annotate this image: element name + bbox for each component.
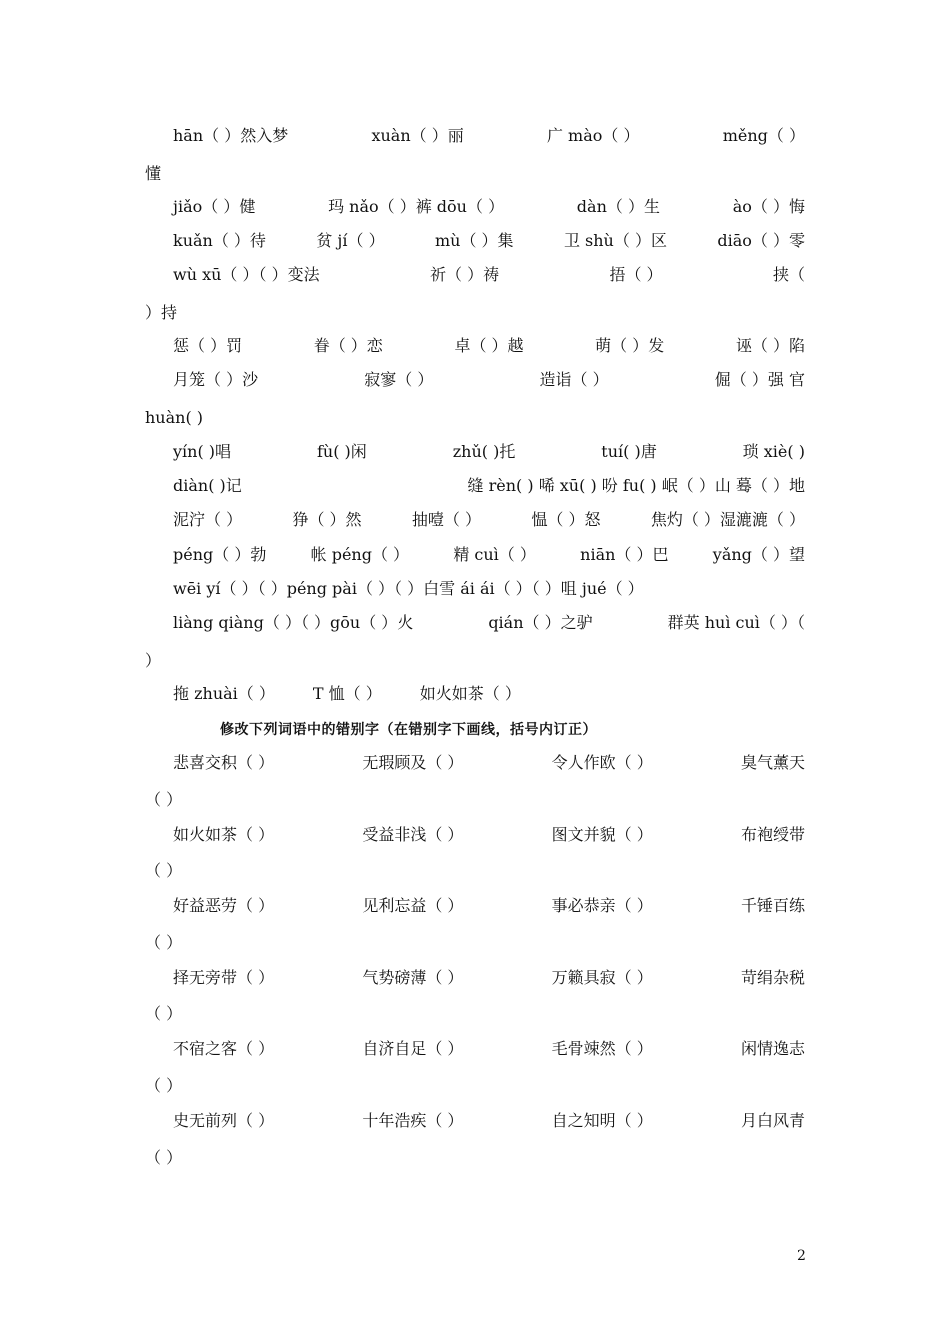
pinyin-line bbox=[173, 264, 805, 286]
error-item: 月白风青 bbox=[740, 1111, 805, 1130]
pinyin-item: 祈（ ）祷 bbox=[429, 265, 500, 284]
pinyin-line bbox=[173, 441, 805, 463]
pinyin-item: qián（ ）之驴 bbox=[488, 613, 593, 632]
error-item: 择无旁带（ ） bbox=[173, 968, 275, 987]
error-item: 史无前列（ ） bbox=[173, 1111, 275, 1130]
pinyin-line bbox=[145, 407, 805, 429]
error-item: （ ） bbox=[145, 1148, 183, 1167]
error-item: 见利忘益（ ） bbox=[362, 896, 464, 915]
error-line bbox=[173, 824, 805, 846]
pinyin-line bbox=[145, 650, 805, 672]
pinyin-item: 泥泞（ ） bbox=[173, 510, 243, 529]
pinyin-line bbox=[173, 369, 805, 391]
error-item: （ ） bbox=[145, 861, 183, 880]
pinyin-item: diàn( )记 bbox=[173, 476, 242, 495]
pinyin-line bbox=[173, 612, 805, 634]
error-item: 布袍绶带 bbox=[740, 825, 805, 844]
pinyin-item: yǎng（ ）望 bbox=[712, 545, 805, 564]
error-item: 悲喜交积（ ） bbox=[173, 753, 275, 772]
pinyin-item: 造诣（ ） bbox=[539, 370, 609, 389]
error-line bbox=[145, 860, 805, 882]
error-item: 臭气薰天 bbox=[740, 753, 805, 772]
pinyin-item: 萌（ ）发 bbox=[595, 336, 665, 355]
error-line bbox=[173, 967, 805, 989]
pinyin-line bbox=[145, 302, 805, 324]
pinyin-item: yín( )唱 bbox=[173, 442, 232, 461]
pinyin-item: 眷（ ）恋 bbox=[313, 336, 383, 355]
pinyin-item: 月笼（ ）沙 bbox=[173, 370, 259, 389]
pinyin-line bbox=[173, 335, 805, 357]
error-item: 自之知明（ ） bbox=[551, 1111, 653, 1130]
pinyin-item: liàng qiàng（ ）（ ）gōu（ ）火 bbox=[173, 613, 414, 632]
pinyin-item: niān（ ）巴 bbox=[580, 545, 669, 564]
error-item: （ ） bbox=[145, 1076, 183, 1095]
pinyin-item: 狰（ ）然 bbox=[292, 510, 362, 529]
pinyin-item: 抽噎（ ） bbox=[411, 510, 481, 529]
pinyin-item: ào（ ）悔 bbox=[732, 197, 805, 216]
pinyin-item: 愠（ ）怒 bbox=[531, 510, 601, 529]
pinyin-item: 寂寥（ ） bbox=[364, 370, 434, 389]
error-item: 闲情逸志 bbox=[740, 1039, 805, 1058]
error-line bbox=[173, 752, 805, 774]
pinyin-item: 贫 jí（ ） bbox=[316, 231, 385, 250]
error-item: 毛骨竦然（ ） bbox=[551, 1039, 653, 1058]
pinyin-item: 拖 zhuài（ ） bbox=[173, 684, 275, 703]
pinyin-item: mù（ ）集 bbox=[434, 231, 514, 250]
error-line bbox=[145, 789, 805, 811]
pinyin-item: 懂 bbox=[145, 164, 162, 183]
pinyin-item: 惩（ ）罚 bbox=[173, 336, 243, 355]
pinyin-item: huàn( ) bbox=[145, 408, 204, 427]
pinyin-item: 捂（ ） bbox=[609, 265, 663, 284]
pinyin-item: 挟（ bbox=[772, 265, 805, 284]
pinyin-item: ）持 bbox=[145, 303, 178, 322]
pinyin-item: hān（ ）然入梦 bbox=[173, 126, 289, 145]
pinyin-item: měng（ ） bbox=[722, 126, 805, 145]
error-item: 好益恶劳（ ） bbox=[173, 896, 275, 915]
error-item: 事必恭亲（ ） bbox=[551, 896, 653, 915]
error-item: （ ） bbox=[145, 1004, 183, 1023]
pinyin-item: 焦灼（ ）湿漉漉（ ） bbox=[650, 510, 805, 529]
pinyin-line bbox=[173, 683, 805, 705]
error-item: （ ） bbox=[145, 790, 183, 809]
pinyin-line bbox=[173, 509, 805, 531]
pinyin-item: zhǔ( )托 bbox=[452, 442, 516, 461]
pinyin-item: 玛 nǎo（ ）裤 dōu（ ） bbox=[328, 197, 505, 216]
error-line bbox=[145, 1075, 805, 1097]
error-item: 千锤百练 bbox=[740, 896, 805, 915]
error-item: 万籁具寂（ ） bbox=[551, 968, 653, 987]
error-line bbox=[145, 932, 805, 954]
pinyin-item: 广 mào（ ） bbox=[546, 126, 640, 145]
pinyin-line bbox=[173, 125, 805, 147]
pinyin-item: diāo（ ）零 bbox=[717, 231, 805, 250]
pinyin-item: dàn（ ）生 bbox=[576, 197, 660, 216]
pinyin-item: 如火如茶（ ） bbox=[419, 684, 521, 703]
error-item: 受益非浅（ ） bbox=[362, 825, 464, 844]
error-item: 十年浩疾（ ） bbox=[362, 1111, 464, 1130]
pinyin-line bbox=[173, 475, 805, 497]
pinyin-item: 帐 péng（ ） bbox=[310, 545, 410, 564]
error-line bbox=[173, 1038, 805, 1060]
pinyin-line bbox=[145, 163, 805, 185]
error-item: 气势磅薄（ ） bbox=[362, 968, 464, 987]
error-item: 不宿之客（ ） bbox=[173, 1039, 275, 1058]
pinyin-item: wēi yí（ ）（ ）péng pài（ ）（ ）白雪 ái ái（ ）（ ）咀 jué（ ） bbox=[173, 579, 644, 598]
pinyin-item: 卓（ ）越 bbox=[454, 336, 524, 355]
pinyin-item: fù( )闲 bbox=[316, 442, 367, 461]
section-heading: 修改下列词语中的错别字（在错别字下画线，括号内订正） bbox=[220, 722, 597, 738]
error-line bbox=[173, 1110, 805, 1132]
error-item: 无瑕顾及（ ） bbox=[362, 753, 464, 772]
error-line bbox=[145, 1003, 805, 1025]
pinyin-item: xuàn（ ）丽 bbox=[371, 126, 464, 145]
pinyin-item: 精 cuì（ ） bbox=[453, 545, 536, 564]
pinyin-item: 倔（ ）强 官 bbox=[714, 370, 805, 389]
error-item: 苛绢杂税 bbox=[740, 968, 805, 987]
pinyin-line bbox=[173, 230, 805, 252]
pinyin-item: 缝 rèn( ) 唏 xū( ) 吩 fu( ) 岷（ ）山 蓦（ ）地 bbox=[467, 476, 805, 495]
pinyin-item: jiǎo（ ）健 bbox=[173, 197, 256, 216]
pinyin-line bbox=[173, 196, 805, 218]
error-item: 令人作欧（ ） bbox=[551, 753, 653, 772]
error-item: （ ） bbox=[145, 933, 183, 952]
pinyin-item: kuǎn（ ）待 bbox=[173, 231, 266, 250]
pinyin-item: 卫 shù（ ）区 bbox=[563, 231, 667, 250]
pinyin-item: ） bbox=[145, 651, 162, 670]
pinyin-item: wù xū（ ）（ ）变法 bbox=[173, 265, 320, 284]
pinyin-item: T 恤（ ） bbox=[312, 684, 382, 703]
pinyin-item: 群英 huì cuì（ ）（ bbox=[667, 613, 805, 632]
pinyin-item: 琐 xiè( ) bbox=[742, 442, 805, 461]
error-item: 图文并貌（ ） bbox=[551, 825, 653, 844]
pinyin-line bbox=[173, 578, 805, 600]
error-line bbox=[173, 895, 805, 917]
error-line bbox=[145, 1147, 805, 1169]
pinyin-item: péng（ ）勃 bbox=[173, 545, 267, 564]
error-item: 自济自足（ ） bbox=[362, 1039, 464, 1058]
pinyin-item: 诬（ ）陷 bbox=[735, 336, 805, 355]
page-number: 2 bbox=[797, 1248, 806, 1264]
error-item: 如火如茶（ ） bbox=[173, 825, 275, 844]
pinyin-item: tuí( )唐 bbox=[601, 442, 657, 461]
pinyin-line bbox=[173, 544, 805, 566]
